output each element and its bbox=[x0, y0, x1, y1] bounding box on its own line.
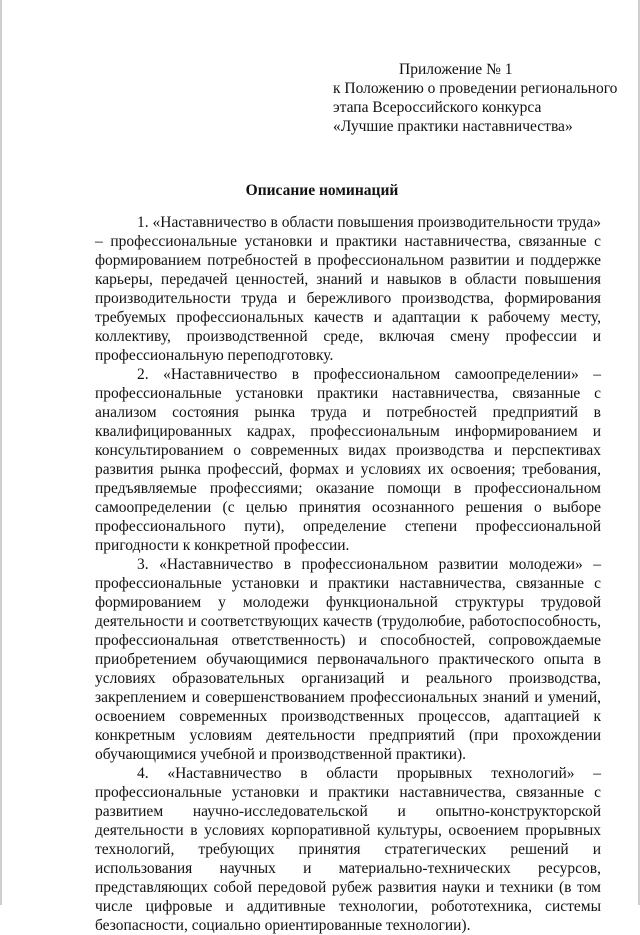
nomination-paragraph-4: 4. «Наставничество в области прорывных технологий» – профессиональные установки и практики наставничества, связанные с развитием научно-исследовательской и опытно-конструкторской деятельности в условиях корпоративной культуры, освоением прорывных технологий, требующих принятия стратегических решений и использования научных и материально-технических ресурсов, представляющих собой передовой рубеж развития науки и техники (в том числе цифровые и аддитивные технологии, робототехника, системы безопасности, социально ориентированные технологии). bbox=[95, 765, 601, 934]
appendix-line: к Положению о проведении регионального bbox=[333, 80, 618, 97]
appendix-line: этапа Всероссийского конкурса bbox=[333, 99, 542, 116]
nomination-paragraph-2: 2. «Наставничество в профессиональном самоопределении» – профессиональные установки практики наставничества, связанные с анализом состояния рынка труда и потребностей предприятий в квалифицированных кадрах, профессиональным информированием и консультированием о современных видах производства и перспективах развития рынка профессий, формах и условиях их освоения; требования, предъявляемые профессиями; оказание помощи в профессиональном самоопределении (с целью принятия осознанного решения о выборе профессионального пути), определение степени профессиональной пригодности к конкретной профессии. bbox=[95, 366, 601, 554]
nomination-paragraph-1: 1. «Наставничество в области повышения производительности труда» – профессиональные установки и практики наставничества, связанные с формированием потребностей в профессиональном развитии и поддержке карьеры, передачей ценностей, знаний и навыков в области повышения производительности труда и бережливого производства, формирования требуемых профессиональных качеств и адаптации к рабочему месту, коллективу, производственной среде, включая смену профессии и профессиональную переподготовку. bbox=[95, 214, 601, 364]
nomination-paragraph-3: 3. «Наставничество в профессиональном развитии молодежи» – профессиональные установки и практики наставничества, связанные с формированием у молодежи функциональной структуры трудовой деятельности и соответствующих качеств (трудолюбие, работоспособность, профессиональная ответственность) и способностей, сопровождаемые приобретением обучающимися первоначального практического опыта в условиях образовательных организаций и реального производства, закреплением и совершенствованием профессиональных знаний и умений, освоением современных производственных процессов, адаптацией к конкретным условиям деятельности предприятий (при прохождении обучающимися учебной и производственной практики). bbox=[95, 556, 601, 763]
appendix-number: Приложение № 1 bbox=[399, 61, 513, 78]
appendix-line: «Лучшие практики наставничества» bbox=[333, 118, 573, 135]
appendix-header bbox=[333, 60, 623, 136]
document-title: Описание номинаций bbox=[245, 182, 399, 199]
document-body bbox=[95, 213, 601, 935]
